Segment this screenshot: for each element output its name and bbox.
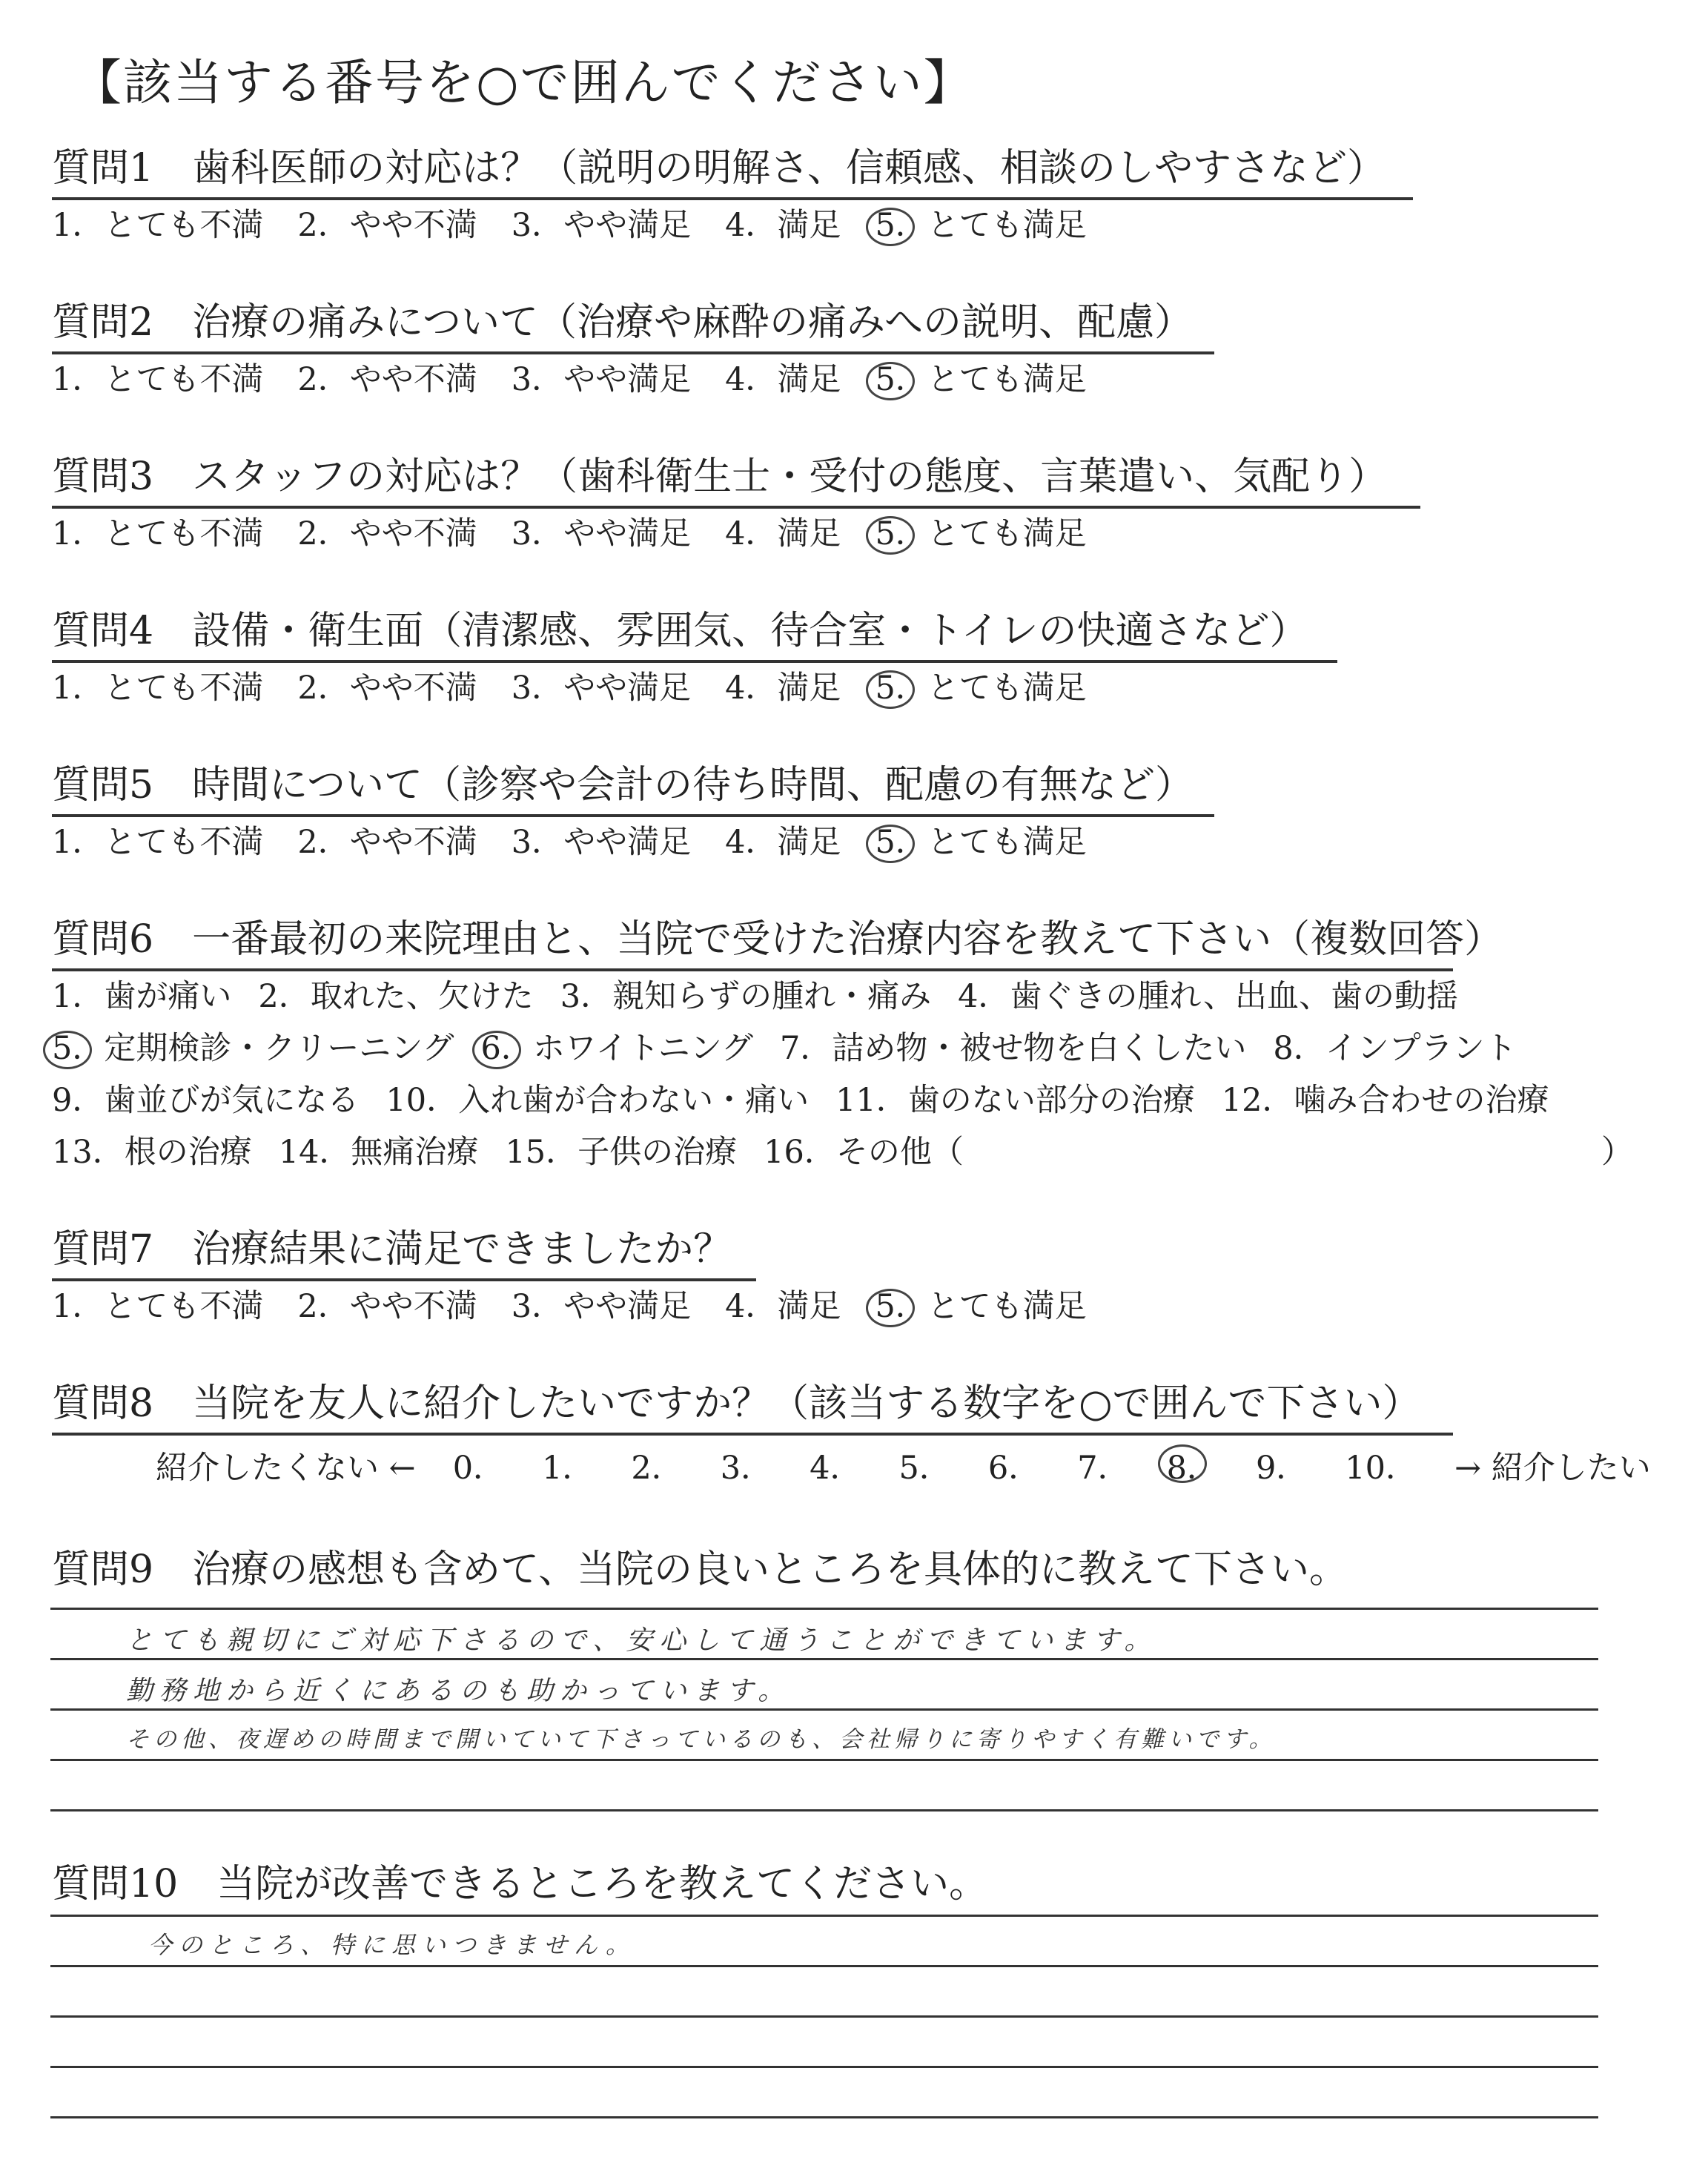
q6-option-15[interactable]: 15．子供の治療 xyxy=(505,1134,738,1171)
q6-option-13[interactable]: 13．根の治療 xyxy=(52,1134,252,1171)
q7-options xyxy=(52,1287,1121,1326)
q8-num-5[interactable]: 5． xyxy=(898,1450,951,1487)
q4-option-3[interactable]: 3．やや満足 xyxy=(511,670,692,707)
q6-option-9[interactable]: 9．歯並びが気になる xyxy=(52,1082,360,1119)
q6-option-3[interactable]: 3．親知らずの腫れ・痛み xyxy=(560,978,932,1015)
q8-num-8-circled[interactable]: 8． xyxy=(1167,1443,1219,1488)
q7-option-4[interactable]: 4．満足 xyxy=(725,1288,841,1325)
q8-num-10[interactable]: 10． xyxy=(1345,1450,1418,1487)
q2-option-3[interactable]: 3．やや満足 xyxy=(511,361,692,398)
q9-answer-rule-3 xyxy=(50,1708,1598,1711)
q8-num-0[interactable]: 0． xyxy=(452,1450,506,1487)
q2-option-1[interactable]: 1．とても不満 xyxy=(52,361,264,398)
q8-num-6[interactable]: 6． xyxy=(987,1450,1041,1487)
q2-option-2[interactable]: 2．やや不満 xyxy=(297,361,477,398)
q8-left-label: 紹介したくない ← xyxy=(156,1450,416,1487)
q6-option-16-other[interactable]: 16．その他（ xyxy=(764,1134,964,1171)
q6-option-1[interactable]: 1．歯が痛い xyxy=(52,978,232,1015)
q6-option-14[interactable]: 14．無痛治療 xyxy=(278,1134,479,1171)
q7-option-2[interactable]: 2．やや不満 xyxy=(297,1288,477,1325)
q5-title: 質問5 時間について（診察や会計の待ち時間、配慮の有無など） xyxy=(52,762,1214,817)
q1-option-1[interactable]: 1．とても不満 xyxy=(52,207,264,244)
q6-option-6-circled[interactable]: 6．ホワイトニング xyxy=(480,1030,753,1067)
q10-answer-rule-2 xyxy=(50,1965,1598,1967)
q6-option-10[interactable]: 10．入れ歯が合わない・痛い xyxy=(385,1082,810,1119)
q6-title: 質問6 一番最初の来院理由と、当院で受けた治療内容を教えて下さい（複数回答） xyxy=(52,916,1453,971)
q6-option-7[interactable]: 7．詰め物・被せ物を白くしたい xyxy=(780,1030,1247,1067)
q5-options xyxy=(52,823,1121,862)
q6-options-row-2 xyxy=(52,1029,1543,1068)
q10-answer-rule-5 xyxy=(50,2116,1598,2118)
q6-option-2[interactable]: 2．取れた、欠けた xyxy=(258,978,534,1015)
q6-option-11[interactable]: 11．歯のない部分の治療 xyxy=(835,1082,1195,1119)
q6-option-8[interactable]: 8．インプラント xyxy=(1273,1030,1517,1067)
q3-option-2[interactable]: 2．やや不満 xyxy=(297,515,477,552)
q6-option-5-circled[interactable]: 5．定期検診・クリーニング xyxy=(52,1030,454,1067)
q4-option-5-circled[interactable]: 5．とても満足 xyxy=(875,670,1087,707)
q3-option-1[interactable]: 1．とても不満 xyxy=(52,515,264,552)
q8-num-2[interactable]: 2． xyxy=(631,1450,683,1487)
q6-other-close-paren: ） xyxy=(1601,1134,1633,1171)
q8-right-label: → 紹介したい xyxy=(1454,1450,1651,1487)
page-header: 【該当する番号を○で囲んでください】 xyxy=(73,54,974,111)
q10-answer-line-1[interactable]: 今のところ、特に思いつきません。 xyxy=(148,1931,636,1959)
q9-answer-line-2[interactable]: 勤務地から近くにあるのも助かっています。 xyxy=(126,1676,792,1706)
q1-title: 質問1 歯科医師の対応は？（説明の明解さ、信頼感、相談のしやすさなど） xyxy=(52,145,1413,200)
q8-num-7[interactable]: 7． xyxy=(1077,1450,1130,1487)
q10-answer-rule-1 xyxy=(50,1915,1598,1917)
q4-title: 質問4 設備・衛生面（清潔感、雰囲気、待合室・トイレの快適さなど） xyxy=(52,608,1337,663)
q7-title: 質問7 治療結果に満足できましたか？ xyxy=(52,1226,756,1281)
q9-answer-line-3[interactable]: その他、夜遅めの時間まで開いていて下さっているのも、会社帰りに寄りやすく有難いです。 xyxy=(126,1726,1277,1753)
q8-num-3[interactable]: 3． xyxy=(720,1450,773,1487)
q6-option-4[interactable]: 4．歯ぐきの腫れ、出血、歯の動揺 xyxy=(958,978,1459,1015)
q9-answer-line-1[interactable]: とても親切にご対応下さるので、安心して通うことができています。 xyxy=(126,1625,1158,1656)
q2-title: 質問2 治療の痛みについて（治療や麻酔の痛みへの説明、配慮） xyxy=(52,300,1214,354)
q8-title: 質問8 当院を友人に紹介したいですか？（該当する数字を○で囲んで下さい） xyxy=(52,1381,1453,1436)
q7-option-3[interactable]: 3．やや満足 xyxy=(511,1288,692,1325)
q1-option-5-circled[interactable]: 5．とても満足 xyxy=(875,207,1087,244)
q2-option-5-circled[interactable]: 5．とても満足 xyxy=(875,361,1087,398)
q6-options-row-3 xyxy=(52,1081,1576,1120)
q10-title: 質問10 当院が改善できるところを教えてください。 xyxy=(52,1862,988,1906)
q1-option-3[interactable]: 3．やや満足 xyxy=(511,207,692,244)
q4-options xyxy=(52,669,1121,707)
q1-option-4[interactable]: 4．満足 xyxy=(725,207,841,244)
q1-options xyxy=(52,206,1121,245)
q8-scale xyxy=(156,1443,1688,1488)
q10-answer-rule-4 xyxy=(50,2066,1598,2068)
q5-option-1[interactable]: 1．とても不満 xyxy=(52,824,264,861)
q5-option-2[interactable]: 2．やや不満 xyxy=(297,824,477,861)
q6-options-row-1 xyxy=(52,977,1485,1016)
q4-option-4[interactable]: 4．満足 xyxy=(725,670,841,707)
q6-option-12[interactable]: 12．噛み合わせの治療 xyxy=(1221,1082,1549,1119)
q9-title: 質問9 治療の感想も含めて、当院の良いところを具体的に教えて下さい。 xyxy=(52,1548,1348,1592)
q5-option-3[interactable]: 3．やや満足 xyxy=(511,824,692,861)
q4-option-2[interactable]: 2．やや不満 xyxy=(297,670,477,707)
q4-option-1[interactable]: 1．とても不満 xyxy=(52,670,264,707)
q3-title: 質問3 スタッフの対応は？（歯科衛生士・受付の態度、言葉遣い、気配り） xyxy=(52,454,1420,509)
q9-answer-rule-5 xyxy=(50,1809,1598,1811)
q7-option-5-circled[interactable]: 5．とても満足 xyxy=(875,1288,1087,1325)
q3-option-5-circled[interactable]: 5．とても満足 xyxy=(875,515,1087,552)
q10-answer-rule-3 xyxy=(50,2015,1598,2018)
q3-options xyxy=(52,515,1121,553)
q2-option-4[interactable]: 4．満足 xyxy=(725,361,841,398)
q9-answer-rule-1 xyxy=(50,1608,1598,1610)
q9-answer-rule-2 xyxy=(50,1658,1598,1660)
q3-option-3[interactable]: 3．やや満足 xyxy=(511,515,692,552)
q8-num-1[interactable]: 1． xyxy=(542,1450,595,1487)
q3-option-4[interactable]: 4．満足 xyxy=(725,515,841,552)
q8-num-4[interactable]: 4． xyxy=(810,1450,862,1487)
q5-option-5-circled[interactable]: 5．とても満足 xyxy=(875,824,1087,861)
q5-option-4[interactable]: 4．満足 xyxy=(725,824,841,861)
q9-answer-rule-4 xyxy=(50,1759,1598,1761)
q6-options-row-4 xyxy=(52,1133,990,1172)
q7-option-1[interactable]: 1．とても不満 xyxy=(52,1288,264,1325)
q8-num-9[interactable]: 9． xyxy=(1255,1450,1308,1487)
q2-options xyxy=(52,360,1121,399)
q1-option-2[interactable]: 2．やや不満 xyxy=(297,207,477,244)
